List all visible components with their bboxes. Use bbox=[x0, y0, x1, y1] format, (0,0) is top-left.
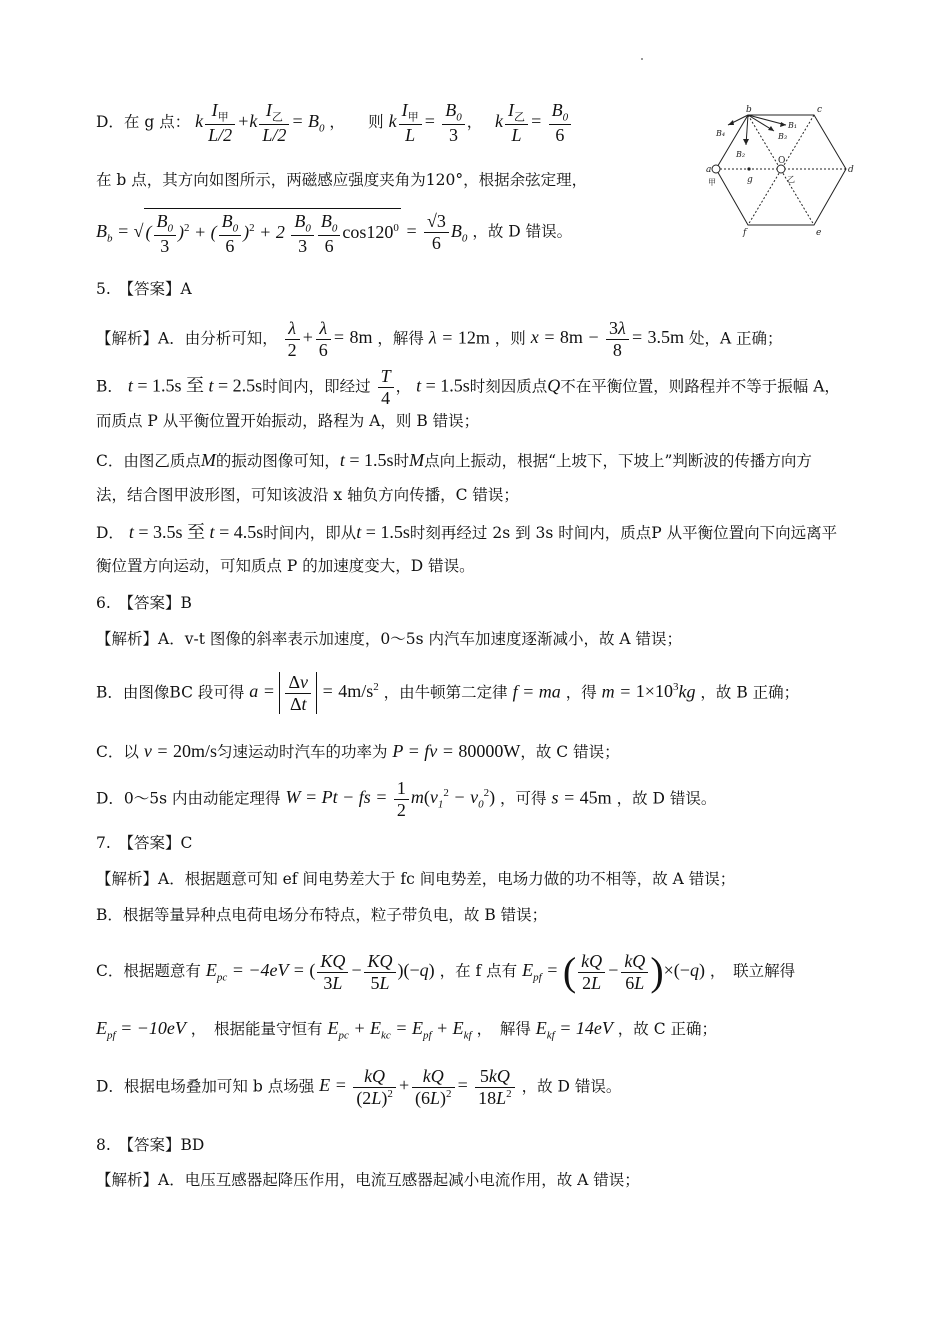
label-f: f bbox=[743, 228, 747, 238]
q7-analysis-b: B．根据等量异种点电荷电场分布特点，粒子带负电，故 B 错误； bbox=[96, 906, 548, 924]
arrowhead-b4 bbox=[728, 120, 734, 125]
q4-d-line-1: D．在 g 点： k $\frac{I_甲}{L/2}$ +k $\frac{I_乙}{L/2}$ = $B_0$ ， 则 k $\frac{I_甲}{L}$ = $\frac{B_0}{3}$ ， k $\frac{I_乙}{L}$ = $\frac{B_0}{6}$ bbox=[96, 100, 573, 146]
arrowhead-b1 bbox=[780, 122, 786, 127]
label-yi: 乙 bbox=[787, 175, 795, 184]
label-b4: B₄ bbox=[716, 129, 726, 138]
arrowhead-b2 bbox=[743, 139, 749, 145]
q5-answer: 5. 【答案】A bbox=[96, 280, 192, 298]
scan-speck bbox=[641, 58, 643, 60]
q7-analysis-a: 【解析】A．根据题意可知 ef 间电势差大于 fc 间电势差，电场力做的功不相等，故 A 错误； bbox=[96, 870, 736, 888]
q5-analysis-b-2: 而质点 P 从平衡位置开始振动，路程为 A，则 B 错误； bbox=[96, 412, 480, 430]
q6-analysis-c: C．以 v = 20m/s匀速运动时汽车的功率为 P = fv = 80000W，故 C 错误； bbox=[96, 741, 620, 761]
q4-d-line-3: $B_b$ = √ ( $\frac{B_0}{3}$ )$^2$ + ( $\frac{B_0}{6}$ )$^2$ + 2 $\frac{B_0}{3}$ $\frac{B_0}{6}$ $\cos 120^0$ = $\frac{√3}{6}$ $B_0$ ，故 D 错误。 bbox=[96, 208, 572, 257]
label-b3: B₃ bbox=[778, 132, 788, 141]
label-o: O bbox=[778, 156, 786, 166]
q5-analysis-a: 【解析】A．由分析可知， $\frac{\lambda}{2}$ + $\frac{\lambda}{6}$ = 8m ，解得 λ = 12m ，则 x = 8m − $\frac{3\lambda}{8}$ = 3.5m 处，A 正确； bbox=[96, 318, 783, 360]
q5-analysis-c-2: 法，结合图甲波形图，可知该波沿 x 轴负方向传播，C 错误； bbox=[96, 486, 519, 504]
q7-analysis-c-2: $E_{pf} = -10eV$ ， 根据能量守恒有 $E_{pc} + E_{kc} = E_{pf} + E_{kf}$ ， 解得 $E_{kf} = 14eV$ ，故 C 正确； bbox=[96, 1018, 718, 1042]
q4-d-line-2: 在 b 点，其方向如图所示，两磁感应强度夹角为120°，根据余弦定理， bbox=[96, 171, 588, 189]
wire-jia bbox=[712, 165, 720, 173]
label-b2: B₂ bbox=[736, 150, 746, 159]
hexagon-diagram bbox=[706, 103, 856, 238]
q7-answer: 7. 【答案】C bbox=[96, 834, 193, 852]
vector-b1 bbox=[748, 115, 786, 125]
label-jia: 甲 bbox=[708, 178, 716, 187]
q5-analysis-d-1: D． t = 3.5s 至 t = 4.5s时间内，即从t = 1.5s时刻再经过 2s 到 3s 时间内，质点P 从平衡位置向下向远离平 bbox=[96, 522, 838, 542]
formula-ratio-yi: k $\frac{I_乙}{L}$ = $\frac{B_0}{6}$ bbox=[495, 111, 573, 131]
formula-bb: $B_b$ = √ ( $\frac{B_0}{3}$ )$^2$ + ( $\frac{B_0}{6}$ )$^2$ + 2 $\frac{B_0}{3}$ $\frac{B_0}{6}$ $\cos 120^0$ = $\frac{√3}{6}$ $B_0$ bbox=[96, 221, 467, 241]
q5-analysis-d-2: 衡位置方向运动，可知质点 P 的加速度变大，D 错误。 bbox=[96, 557, 475, 575]
label-d: d bbox=[848, 165, 854, 175]
q6-analysis-d: D．0～5s 内由动能定理得 W = Pt − fs = $\frac{1}{2}$ $m(v_1^2 - v_0^2)$ ，可得 s = 45m ，故 D 错误。 bbox=[96, 778, 717, 820]
label-c: c bbox=[817, 105, 823, 115]
q8-analysis-a: 【解析】A．电压互感器起降压作用，电流互感器起减小电流作用，故 A 错误； bbox=[96, 1171, 640, 1189]
label-e: e bbox=[816, 228, 822, 238]
q7-analysis-d: D．根据电场叠加可知 b 点场强 E = $\frac{kQ}{(2L)^2}$ + $\frac{kQ}{(6L)^2}$ = $\frac{5kQ}{18L^2}$ ，故 D 错误。 bbox=[96, 1066, 622, 1108]
q5-analysis-b-1: B． t = 1.5s 至 t = 2.5s时间内，即经过 $\frac{T}{4}$ ， t = 1.5s时刻因质点Q不在平衡位置，则路程并不等于振幅 A， bbox=[96, 366, 840, 408]
q6-answer: 6. 【答案】B bbox=[96, 594, 192, 612]
wire-yi bbox=[777, 165, 785, 173]
label-a: a bbox=[706, 165, 712, 175]
formula-ratio-jia: k $\frac{I_甲}{L}$ = $\frac{B_0}{3}$ bbox=[389, 111, 467, 131]
q8-answer: 8. 【答案】BD bbox=[96, 1136, 205, 1154]
label-b1: B₁ bbox=[788, 121, 798, 130]
arrowhead-b3 bbox=[768, 126, 774, 131]
q7-analysis-c-1: C．根据题意有 $E_{pc} = -4eV$ = ( $\frac{KQ}{3L}$ − $\frac{KQ}{5L}$ )(−q) ，在 f 点有 $E_{pf}$ = ( $\frac{kQ}{2L}$ − $\frac{kQ}{6L}$ )×(−q) ， 联立解得 bbox=[96, 949, 796, 994]
label-b: b bbox=[746, 105, 752, 115]
formula-g-point: k $\frac{I_甲}{L/2}$ +k $\frac{I_乙}{L/2}$ = $B_0$ bbox=[195, 100, 325, 146]
label-g: g bbox=[747, 175, 753, 185]
q6-analysis-b: B．由图像BC 段可得 a = $\frac{\Delta v}{\Delta t}$ = $4m/s^2$ ，由牛顿第二定律 f = ma ，得 $m = 1\times 10^3kg$ ，故 B 正确； bbox=[96, 672, 800, 714]
q5-analysis-c-1: C．由图乙质点M的振动图像可知，t = 1.5s时M点向上振动，根据“上坡下，下坡上”判断波的传播方向方 bbox=[96, 450, 812, 470]
point-g bbox=[747, 167, 750, 170]
q6-analysis-a: 【解析】A．v-t 图像的斜率表示加速度，0～5s 内汽车加速度逐渐减小，故 A 错误； bbox=[96, 630, 682, 648]
